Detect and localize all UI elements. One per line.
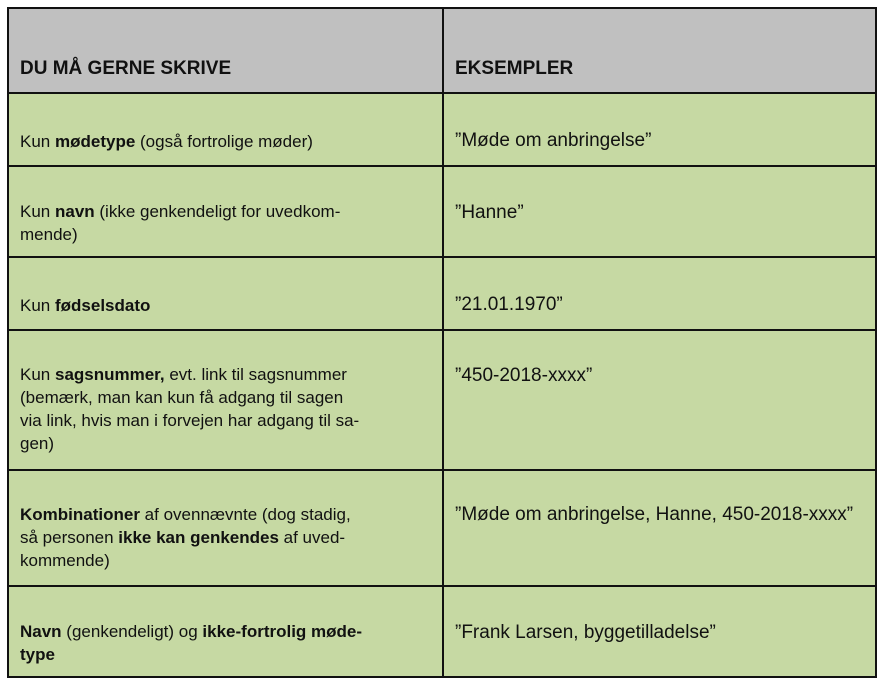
example-cell (443, 586, 876, 677)
example-text: ”21.01.1970” (455, 294, 563, 315)
guidelines-table (7, 7, 877, 678)
rule-text-bold: Navn (20, 622, 62, 641)
rule-text (20, 471, 422, 572)
rule-text-bold: fødselsdato (54, 296, 151, 315)
rule-text-segment: evt. link til sagsnummer (164, 365, 347, 384)
rule-text-segment: af uved- (278, 528, 346, 547)
rule-cell (8, 166, 443, 257)
rule-text-segment: (ikke genkendeligt for uvedkom- (94, 202, 341, 221)
example-cell (443, 470, 876, 586)
rule-text-segment: via link, hvis man i forvejen har adgang til sa- (20, 411, 360, 430)
rule-text (20, 258, 422, 317)
rule-text-segment: så personen (20, 528, 119, 547)
example-cell (443, 166, 876, 257)
rule-text-bold: mødetype (54, 132, 136, 151)
guidelines-table-wrapper (7, 7, 877, 678)
example-cell (443, 257, 876, 330)
example-cell (443, 93, 876, 166)
rule-text-segment: af ovennævnte (dog stadig, (139, 505, 351, 524)
header-du-maa-gerne-skrive: DU MÅ GERNE SKRIVE (8, 8, 443, 93)
rule-text (20, 167, 422, 246)
rule-cell (8, 586, 443, 677)
table-row (8, 93, 876, 166)
table-row (8, 257, 876, 330)
example-text: ”450-2018-xxxx” (455, 365, 593, 386)
example-text: ”Hanne” (455, 202, 524, 223)
rule-text (20, 587, 422, 666)
rule-text-segment: kommende) (20, 551, 110, 570)
rule-text-bold: type (20, 645, 55, 664)
rule-text-segment: gen) (20, 434, 55, 453)
rule-text (20, 94, 422, 153)
table-row (8, 166, 876, 257)
rule-cell (8, 470, 443, 586)
rule-cell (8, 257, 443, 330)
example-cell (443, 330, 876, 470)
rule-text (20, 331, 422, 455)
rule-text-segment: mende) (20, 225, 78, 244)
table-row (8, 330, 876, 470)
header-eksempler: EKSEMPLER (443, 8, 876, 93)
rule-text-bold: ikke kan genkendes (118, 528, 279, 547)
rule-text-segment: Kun (20, 132, 55, 151)
table-row (8, 586, 876, 677)
rule-text-segment: Kun (20, 365, 55, 384)
example-text: ”Møde om anbringelse” (455, 130, 652, 151)
rule-text-bold: ikke-fortrolig møde- (202, 622, 363, 641)
rule-cell (8, 330, 443, 470)
rule-text-segment: (også fortrolige møder) (135, 132, 313, 151)
rule-text-bold: Kombinationer (20, 505, 140, 524)
rule-text-bold: navn (54, 202, 95, 221)
rule-text-bold: sagsnummer, (54, 365, 165, 384)
rule-text-segment: (genkendeligt) og (61, 622, 203, 641)
rule-text-segment: (bemærk, man kan kun få adgang til sagen (20, 388, 344, 407)
example-text: ”Møde om anbringelse, Hanne, 450-2018-xxxx” (455, 504, 854, 525)
rule-cell (8, 93, 443, 166)
table-row (8, 470, 876, 586)
rule-text-segment: Kun (20, 202, 55, 221)
rule-text-segment: Kun (20, 296, 55, 315)
example-text: ”Frank Larsen, byggetilladelse” (455, 622, 716, 643)
table-header-row (8, 8, 876, 93)
